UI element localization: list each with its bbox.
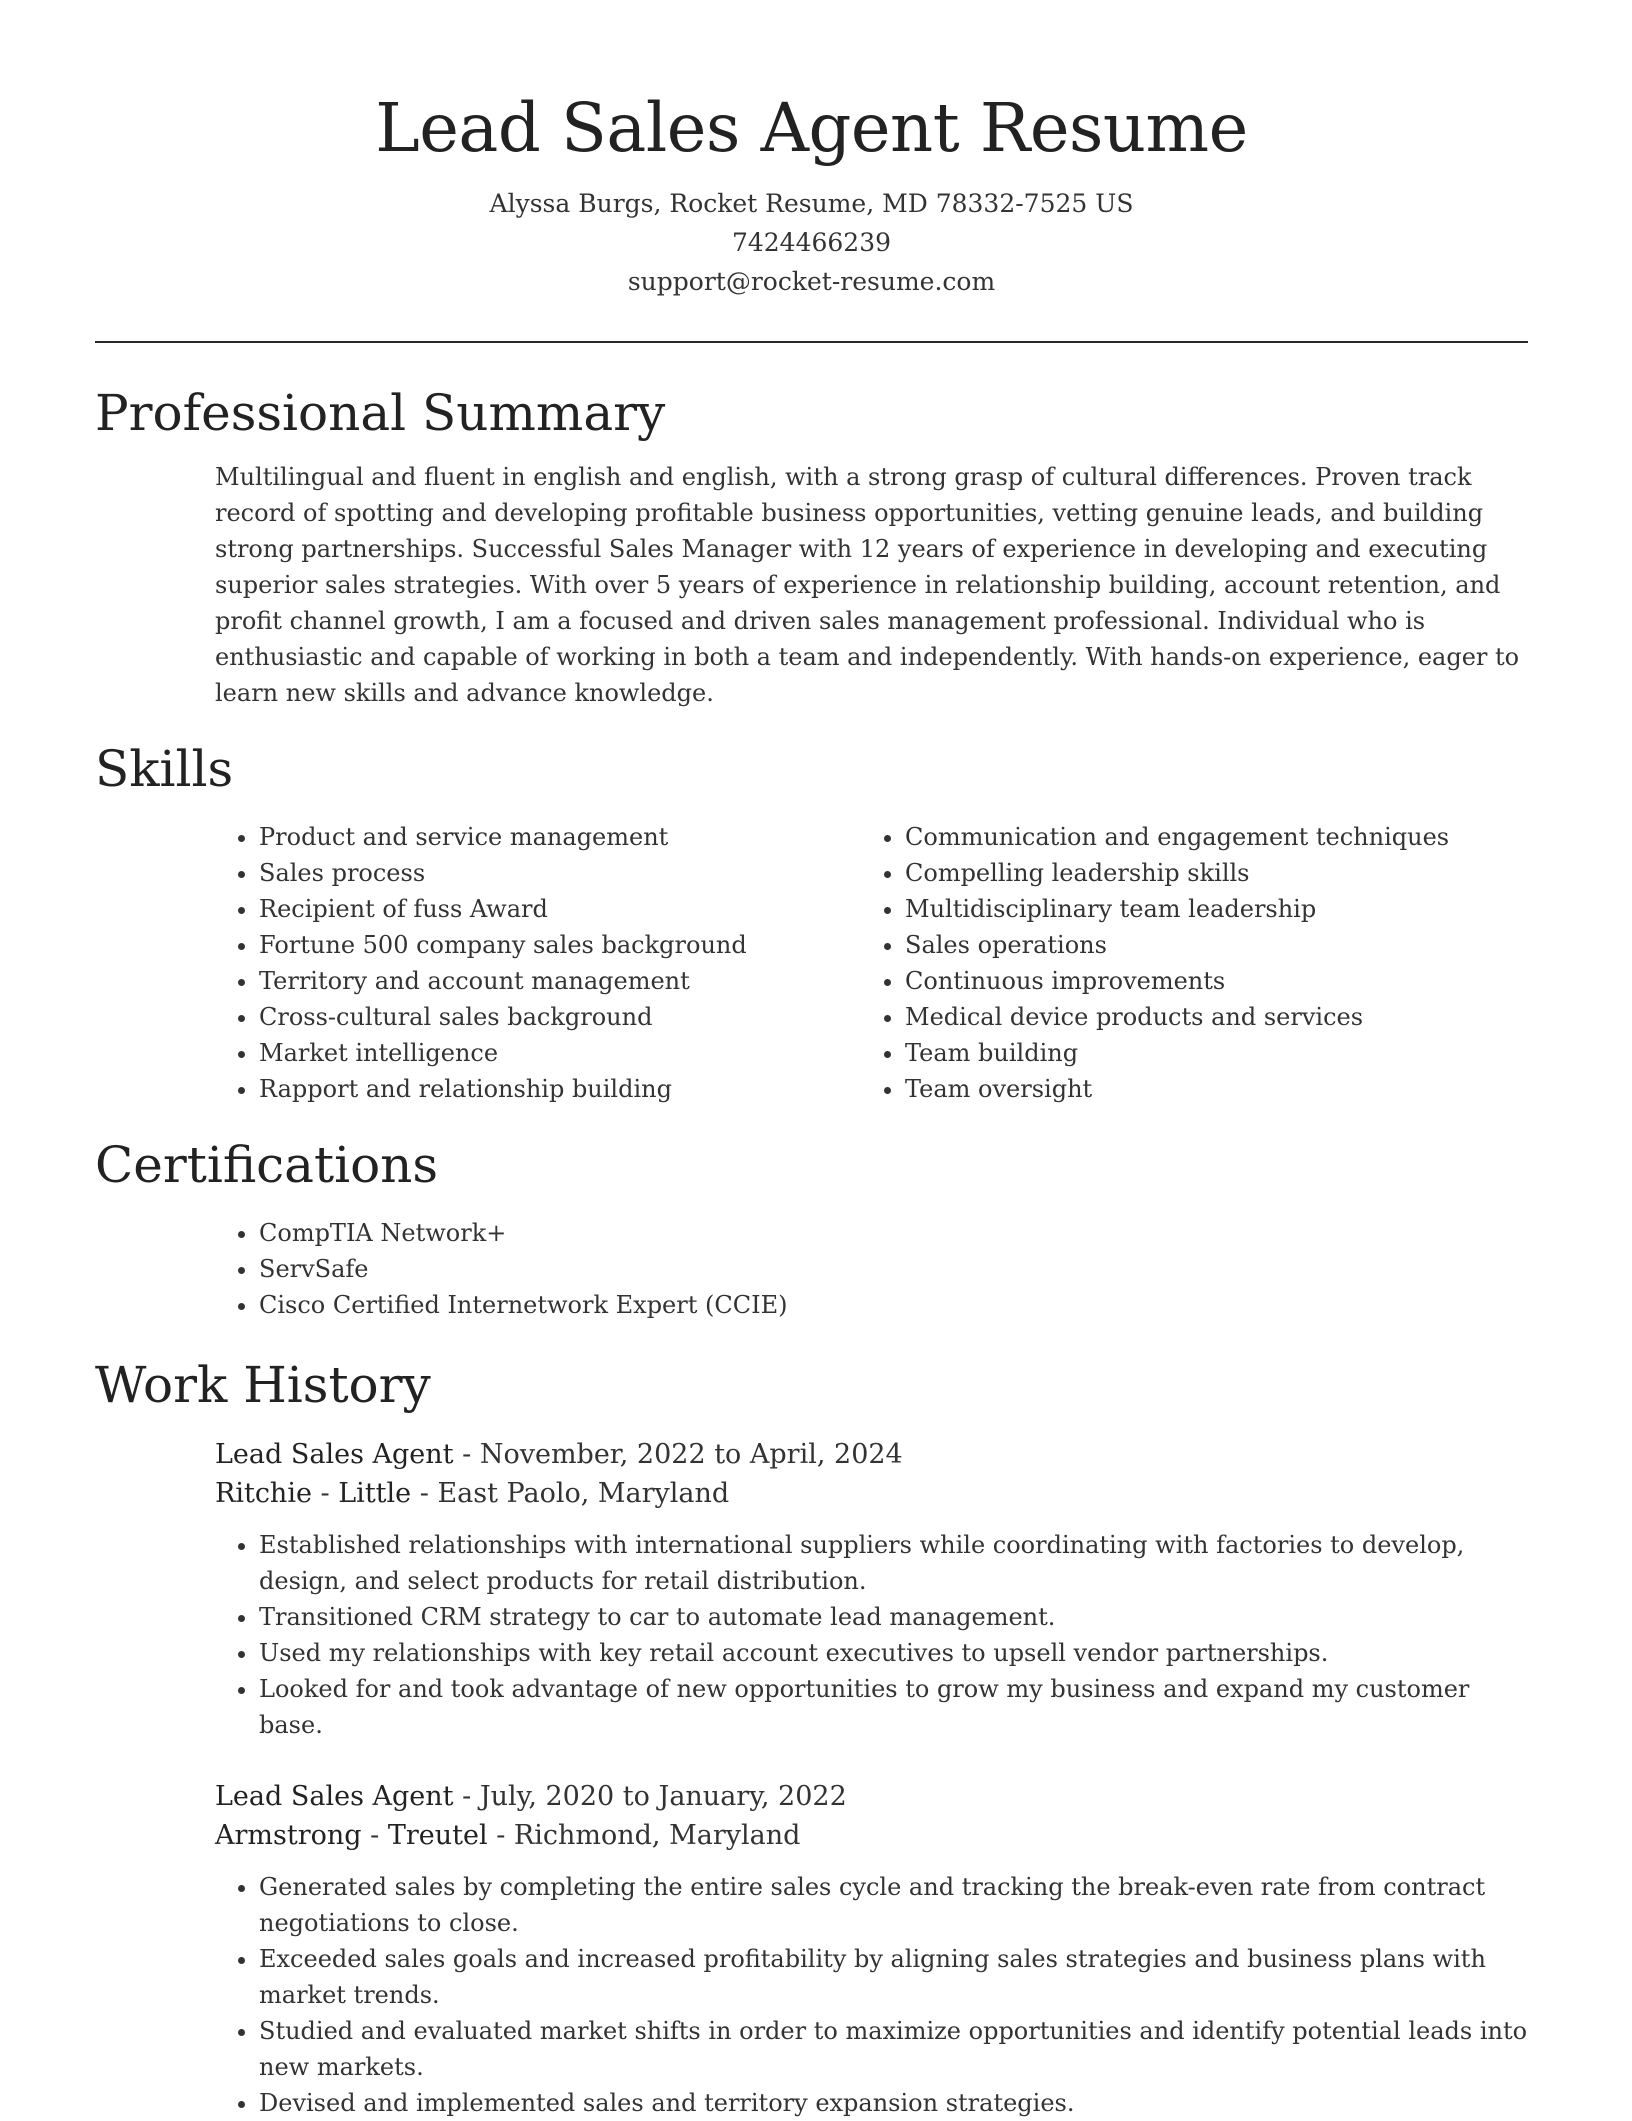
job-location: Richmond, Maryland [513, 1820, 801, 1851]
job-location: East Paolo, Maryland [437, 1478, 730, 1509]
contact-phone: 7424466239 [731, 228, 892, 257]
skill-item: • Compelling leadership skills [905, 855, 1507, 891]
duty-item: • Looked for and took advantage of new opportunities to grow my business and expand my customer base. [259, 1671, 1528, 1743]
job-title-line [215, 1435, 1528, 1474]
skill-item: • Product and service management [259, 819, 861, 855]
skills-column-left [215, 819, 861, 1107]
separator: - [487, 1820, 514, 1851]
skill-item: • Recipient of fuss Award [259, 891, 861, 927]
job-title: Lead Sales Agent [215, 1439, 454, 1470]
job-duties [215, 1527, 1528, 1743]
skills-column-right [861, 819, 1507, 1107]
skill-item: • Fortune 500 company sales background [259, 927, 861, 963]
skill-item: • Rapport and relationship building [259, 1071, 861, 1107]
resume-header [95, 80, 1528, 301]
job-dates: November, 2022 to April, 2024 [479, 1439, 903, 1470]
summary-heading: Professional Summary [95, 384, 666, 442]
certification-item: • ServSafe [259, 1251, 1528, 1287]
duty-item: • Established relationships with international suppliers while coordinating with factories to develop, design, and select products for retail distribution. [259, 1527, 1528, 1599]
job-employer-line [215, 1816, 1528, 1855]
certifications-list [215, 1215, 1528, 1323]
employer-name: Little [338, 1478, 412, 1509]
skills-heading: Skills [95, 740, 234, 798]
duty-item: • Devised and implemented sales and territory expansion strategies. [259, 2085, 1528, 2121]
skill-item: • Continuous improvements [905, 963, 1507, 999]
employer-name: Ritchie [215, 1478, 312, 1509]
summary-text: Multilingual and fluent in english and english, with a strong grasp of cultural differences. Proven track record of spotting and developing profitable business opportunities, vetting genuine leads, and building strong partnerships. Successful Sales Manager with 12 years of experience in developing and executing superior sales strategies. With over 5 years of experience in relationship building, account retention, and profit channel growth, I am a focused and driven sales management professional. Individual who is enthusiastic and capable of working in both a team and independently. With hands-on experience, eager to learn new skills and advance knowledge. [215, 463, 1520, 707]
skill-item: • Territory and account management [259, 963, 861, 999]
certification-item: • CompTIA Network+ [259, 1215, 1528, 1251]
employer-name: Armstrong [215, 1820, 362, 1851]
separator: - [411, 1478, 438, 1509]
skill-item: • Communication and engagement techniques [905, 819, 1507, 855]
job-dates: July, 2020 to January, 2022 [479, 1781, 847, 1812]
skill-item: • Sales process [259, 855, 861, 891]
resume-title: Lead Sales Agent Resume [375, 89, 1248, 167]
separator: - [453, 1439, 480, 1470]
header-divider [95, 341, 1528, 343]
job-entry [215, 1777, 1528, 2121]
skill-item: • Market intelligence [259, 1035, 861, 1071]
resume-page [95, 80, 1528, 2121]
skill-item: • Team oversight [905, 1071, 1507, 1107]
skill-item: • Cross-cultural sales background [259, 999, 861, 1035]
skill-item: • Team building [905, 1035, 1507, 1071]
certification-item: • Cisco Certified Internetwork Expert (CCIE) [259, 1287, 1528, 1323]
duty-item: • Used my relationships with key retail account executives to upsell vendor partnerships. [259, 1635, 1528, 1671]
duty-item: • Exceeded sales goals and increased profitability by aligning sales strategies and business plans with market trends. [259, 1941, 1528, 2013]
skill-item: • Multidisciplinary team leadership [905, 891, 1507, 927]
skill-item: • Medical device products and services [905, 999, 1507, 1035]
job-entry [215, 1435, 1528, 1743]
separator: - [361, 1820, 388, 1851]
job-employer-line [215, 1474, 1528, 1513]
separator: - [311, 1478, 339, 1509]
work-history-heading: Work History [95, 1356, 431, 1414]
job-duties [215, 1869, 1528, 2121]
skill-item: • Sales operations [905, 927, 1507, 963]
employer-name: Treutel [387, 1820, 488, 1851]
skills-list [215, 819, 1528, 1107]
contact-address: Alyssa Burgs, Rocket Resume, MD 78332-7525 US [489, 189, 1134, 218]
duty-item: • Studied and evaluated market shifts in order to maximize opportunities and identify potential leads into new markets. [259, 2013, 1528, 2085]
separator: - [453, 1781, 480, 1812]
job-title-line [215, 1777, 1528, 1816]
job-title: Lead Sales Agent [215, 1781, 454, 1812]
contact-email: support@rocket-resume.com [627, 267, 996, 296]
duty-item: • Transitioned CRM strategy to car to automate lead management. [259, 1599, 1528, 1635]
duty-item: • Generated sales by completing the entire sales cycle and tracking the break-even rate from contract negotiations to close. [259, 1869, 1528, 1941]
certifications-heading: Certifications [95, 1136, 439, 1194]
